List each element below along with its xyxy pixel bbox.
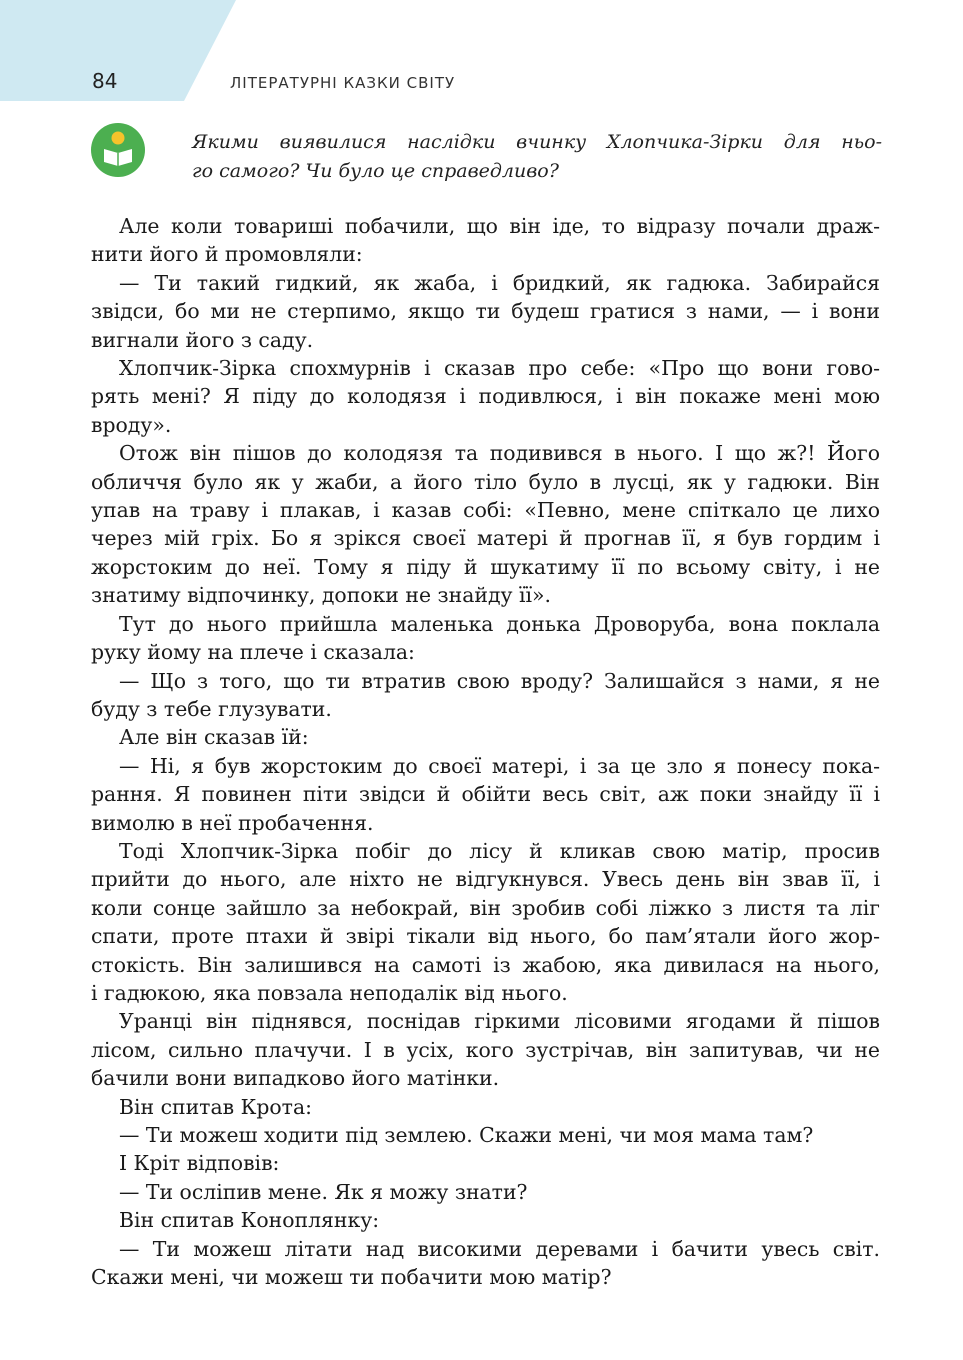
text-line: прийти до нього, але ніхто не відгукнувся. Увесь день він звав її, і	[91, 867, 880, 892]
text-line: — Ні, я був жорстоким до своєї матері, і за це зло я понесу пока-	[119, 753, 880, 778]
question-prompt	[192, 128, 882, 186]
text-line: нити його й промовляли:	[91, 242, 363, 267]
text-line: — Ти можеш ходити під землею. Скажи мені, чи моя мама там?	[119, 1123, 814, 1147]
text-line: стокість. Він залишився на самоті із жабою, яка дивилася на нього,	[91, 952, 880, 977]
text-line: руку йому на плече і сказала:	[91, 640, 415, 665]
text-line: — Ти осліпив мене. Як я можу знати?	[119, 1179, 528, 1204]
text-line: І Кріт відповів:	[119, 1151, 280, 1176]
text-line: Тут до нього прийшла маленька донька Дроворуба, вона поклала	[119, 611, 880, 636]
corner-decoration	[0, 0, 236, 101]
text-line: — Ти можеш літати над високими деревами і бачити увесь світ.	[119, 1236, 880, 1261]
text-line: Але коли товариші побачили, що він іде, то відразу почали драж-	[119, 214, 880, 238]
text-line: жорстоким до неї. Тому я піду й шукатиму її по всьому світу, і не	[91, 554, 880, 579]
icon-circle	[91, 123, 145, 177]
text-line: буду з тебе глузувати.	[91, 696, 332, 721]
text-line: рять мені? Я піду до колодязя і подивлюся, і він покаже мені мою	[91, 384, 880, 409]
text-line: знатиму відпочинку, допоки не знайду її».	[91, 583, 552, 608]
text-line: Отож він пішов до колодязя та подивився в нього. І що ж?! Його	[119, 441, 880, 466]
text-line: обличчя було як у жаби, а його тіло було в лусці, як у гадюки. Він	[91, 469, 880, 494]
text-line: вроду».	[91, 412, 172, 437]
text-line: лісом, сильно плачучи. І в усіх, кого зустрічав, він запитував, чи не	[91, 1037, 880, 1062]
text-line: — Що з того, що ти втратив свою вроду? Залишайся з нами, я не	[119, 668, 880, 693]
text-line: коли сонце зайшло за небокрай, він зробив собі ліжко з листя та ліг	[91, 895, 880, 920]
text-line: бачили вони випадково його матінки.	[91, 1066, 500, 1091]
reading-book-icon	[90, 122, 146, 178]
text-line: Але він сказав їй:	[119, 725, 309, 750]
text-line: вимолю в неї пробачення.	[91, 810, 374, 835]
text-line: спати, проте птахи й звірі тікали від нього, бо пам’ятали його жор-	[91, 924, 880, 949]
text-line: рання. Я повинен піти звідси й обійти весь світ, аж поки знайду її і	[91, 782, 880, 807]
text-line: — Ти такий гидкий, як жаба, і бридкий, як гадюка. Забирайся	[119, 270, 880, 295]
text-line: упав на траву і плакав, і казав собі: «Певно, мене спіткало це лихо	[91, 498, 880, 523]
text-line: через мій гріх. Бо я зрікся своєї матері й прогнав її, я був гордим і	[91, 526, 880, 551]
running-head: ЛІТЕРАТУРНІ КАЗКИ СВІТУ	[230, 74, 456, 92]
text-line: Хлопчик-Зірка спохмурнів і сказав про себе: «Про що вони гово-	[119, 356, 880, 381]
story-text	[91, 212, 880, 1291]
text-line: і гадюкою, яка повзала неподалік від нього.	[91, 980, 568, 1005]
text-line: вигнали його з саду.	[91, 327, 314, 352]
question-line: Якими виявилися наслідки вчинку Хлопчика-Зірки для ньо-	[192, 131, 882, 153]
text-line: Тоді Хлопчик-Зірка побіг до лісу й кликав свою матір, просив	[119, 838, 880, 863]
text-line: Він спитав Крота:	[119, 1094, 312, 1119]
text-line: звідси, бо ми не стерпимо, якщо ти будеш гратися з нами, — і вони	[91, 299, 880, 324]
question-line: го самого? Чи було це справедливо?	[192, 160, 559, 182]
page-number: 84	[92, 69, 118, 93]
text-line: Скажи мені, чи можеш ти побачити мою матір?	[91, 1265, 612, 1290]
text-line: Уранці він піднявся, поснідав гіркими лісовими ягодами й пішов	[119, 1009, 880, 1034]
text-line: Він спитав Коноплянку:	[119, 1208, 380, 1233]
icon-head	[112, 132, 125, 145]
